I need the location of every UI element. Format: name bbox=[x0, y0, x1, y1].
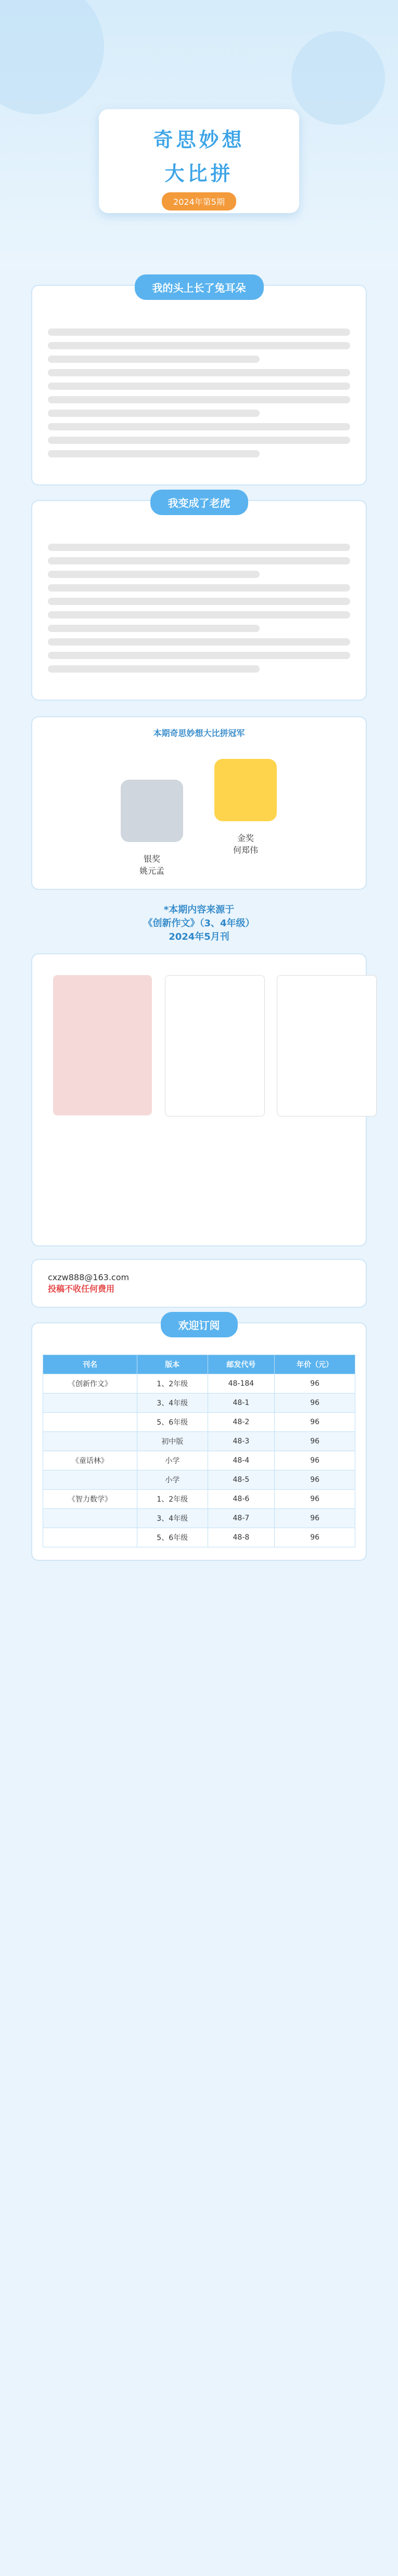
award-title: 本期奇思妙想大比拼冠军 bbox=[153, 728, 245, 738]
article-title: 我的头上长了兔耳朵 bbox=[135, 274, 264, 300]
page-title-line1: 奇思妙想 bbox=[153, 128, 245, 151]
table-row: 3、4年级 48-7 96 bbox=[43, 1509, 355, 1528]
source-note: *本期内容来源于 《创新作文》（3、4年级） 2024年5月刊 bbox=[143, 904, 255, 942]
decor-bubble bbox=[0, 0, 104, 114]
page-title-line2: 大比拼 bbox=[164, 162, 234, 185]
hero-banner bbox=[0, 0, 398, 270]
table-row: 《创新作文》 1、2年级 48-184 96 bbox=[43, 1374, 355, 1394]
table-row: 小学 48-5 96 bbox=[43, 1470, 355, 1490]
table-row: 《智力数学》 1、2年级 48-6 96 bbox=[43, 1490, 355, 1509]
article-tiger bbox=[31, 497, 367, 701]
gold-trophy-icon bbox=[214, 759, 277, 821]
article-title: 我变成了老虎 bbox=[150, 490, 248, 515]
title-card bbox=[99, 109, 299, 213]
silver-trophy-icon bbox=[121, 780, 183, 842]
subscribe-title: 欢迎订阅 bbox=[161, 1312, 238, 1337]
article-rabbit-ears bbox=[31, 282, 367, 485]
magazine-page bbox=[165, 975, 265, 1116]
magazine-page bbox=[53, 975, 152, 1115]
gold-label: 金奖 何郑伟 bbox=[233, 833, 258, 855]
table-row: 初中版 48-3 96 bbox=[43, 1432, 355, 1451]
warning: 投稿不收任何费用 bbox=[48, 1284, 115, 1294]
silver-label: 银奖 姚元孟 bbox=[139, 854, 164, 876]
table-row: 《童话林》 小学 48-4 96 bbox=[43, 1451, 355, 1470]
table-row: 5、6年级 48-2 96 bbox=[43, 1413, 355, 1432]
award-panel bbox=[31, 716, 367, 890]
table-row: 3、4年级 48-1 96 bbox=[43, 1394, 355, 1413]
decor-bubble bbox=[291, 31, 385, 125]
submission-info bbox=[31, 1259, 367, 1308]
subscribe-panel bbox=[31, 1319, 367, 1561]
issue-badge: 2024年第5期 bbox=[162, 192, 236, 211]
email: cxzw888@163.com bbox=[48, 1272, 130, 1282]
subscription-table: 刊名 版本 邮发代号 年价（元） 《创新作文》 1、2年级 48-184 96 3、4年级 48-1 96 5、6年级 48-2 96 初中版 48-3 96 《童话林》 小学 48-4 96 小学 48-5 96 《智力数学》 1、2年级 48-6 96 3、4年级 48-7 96 5、6年级 48-8 96 bbox=[43, 1355, 355, 1547]
magazine-gallery bbox=[31, 953, 367, 1246]
table-row: 5、6年级 48-8 96 bbox=[43, 1528, 355, 1547]
magazine-page bbox=[277, 975, 377, 1116]
